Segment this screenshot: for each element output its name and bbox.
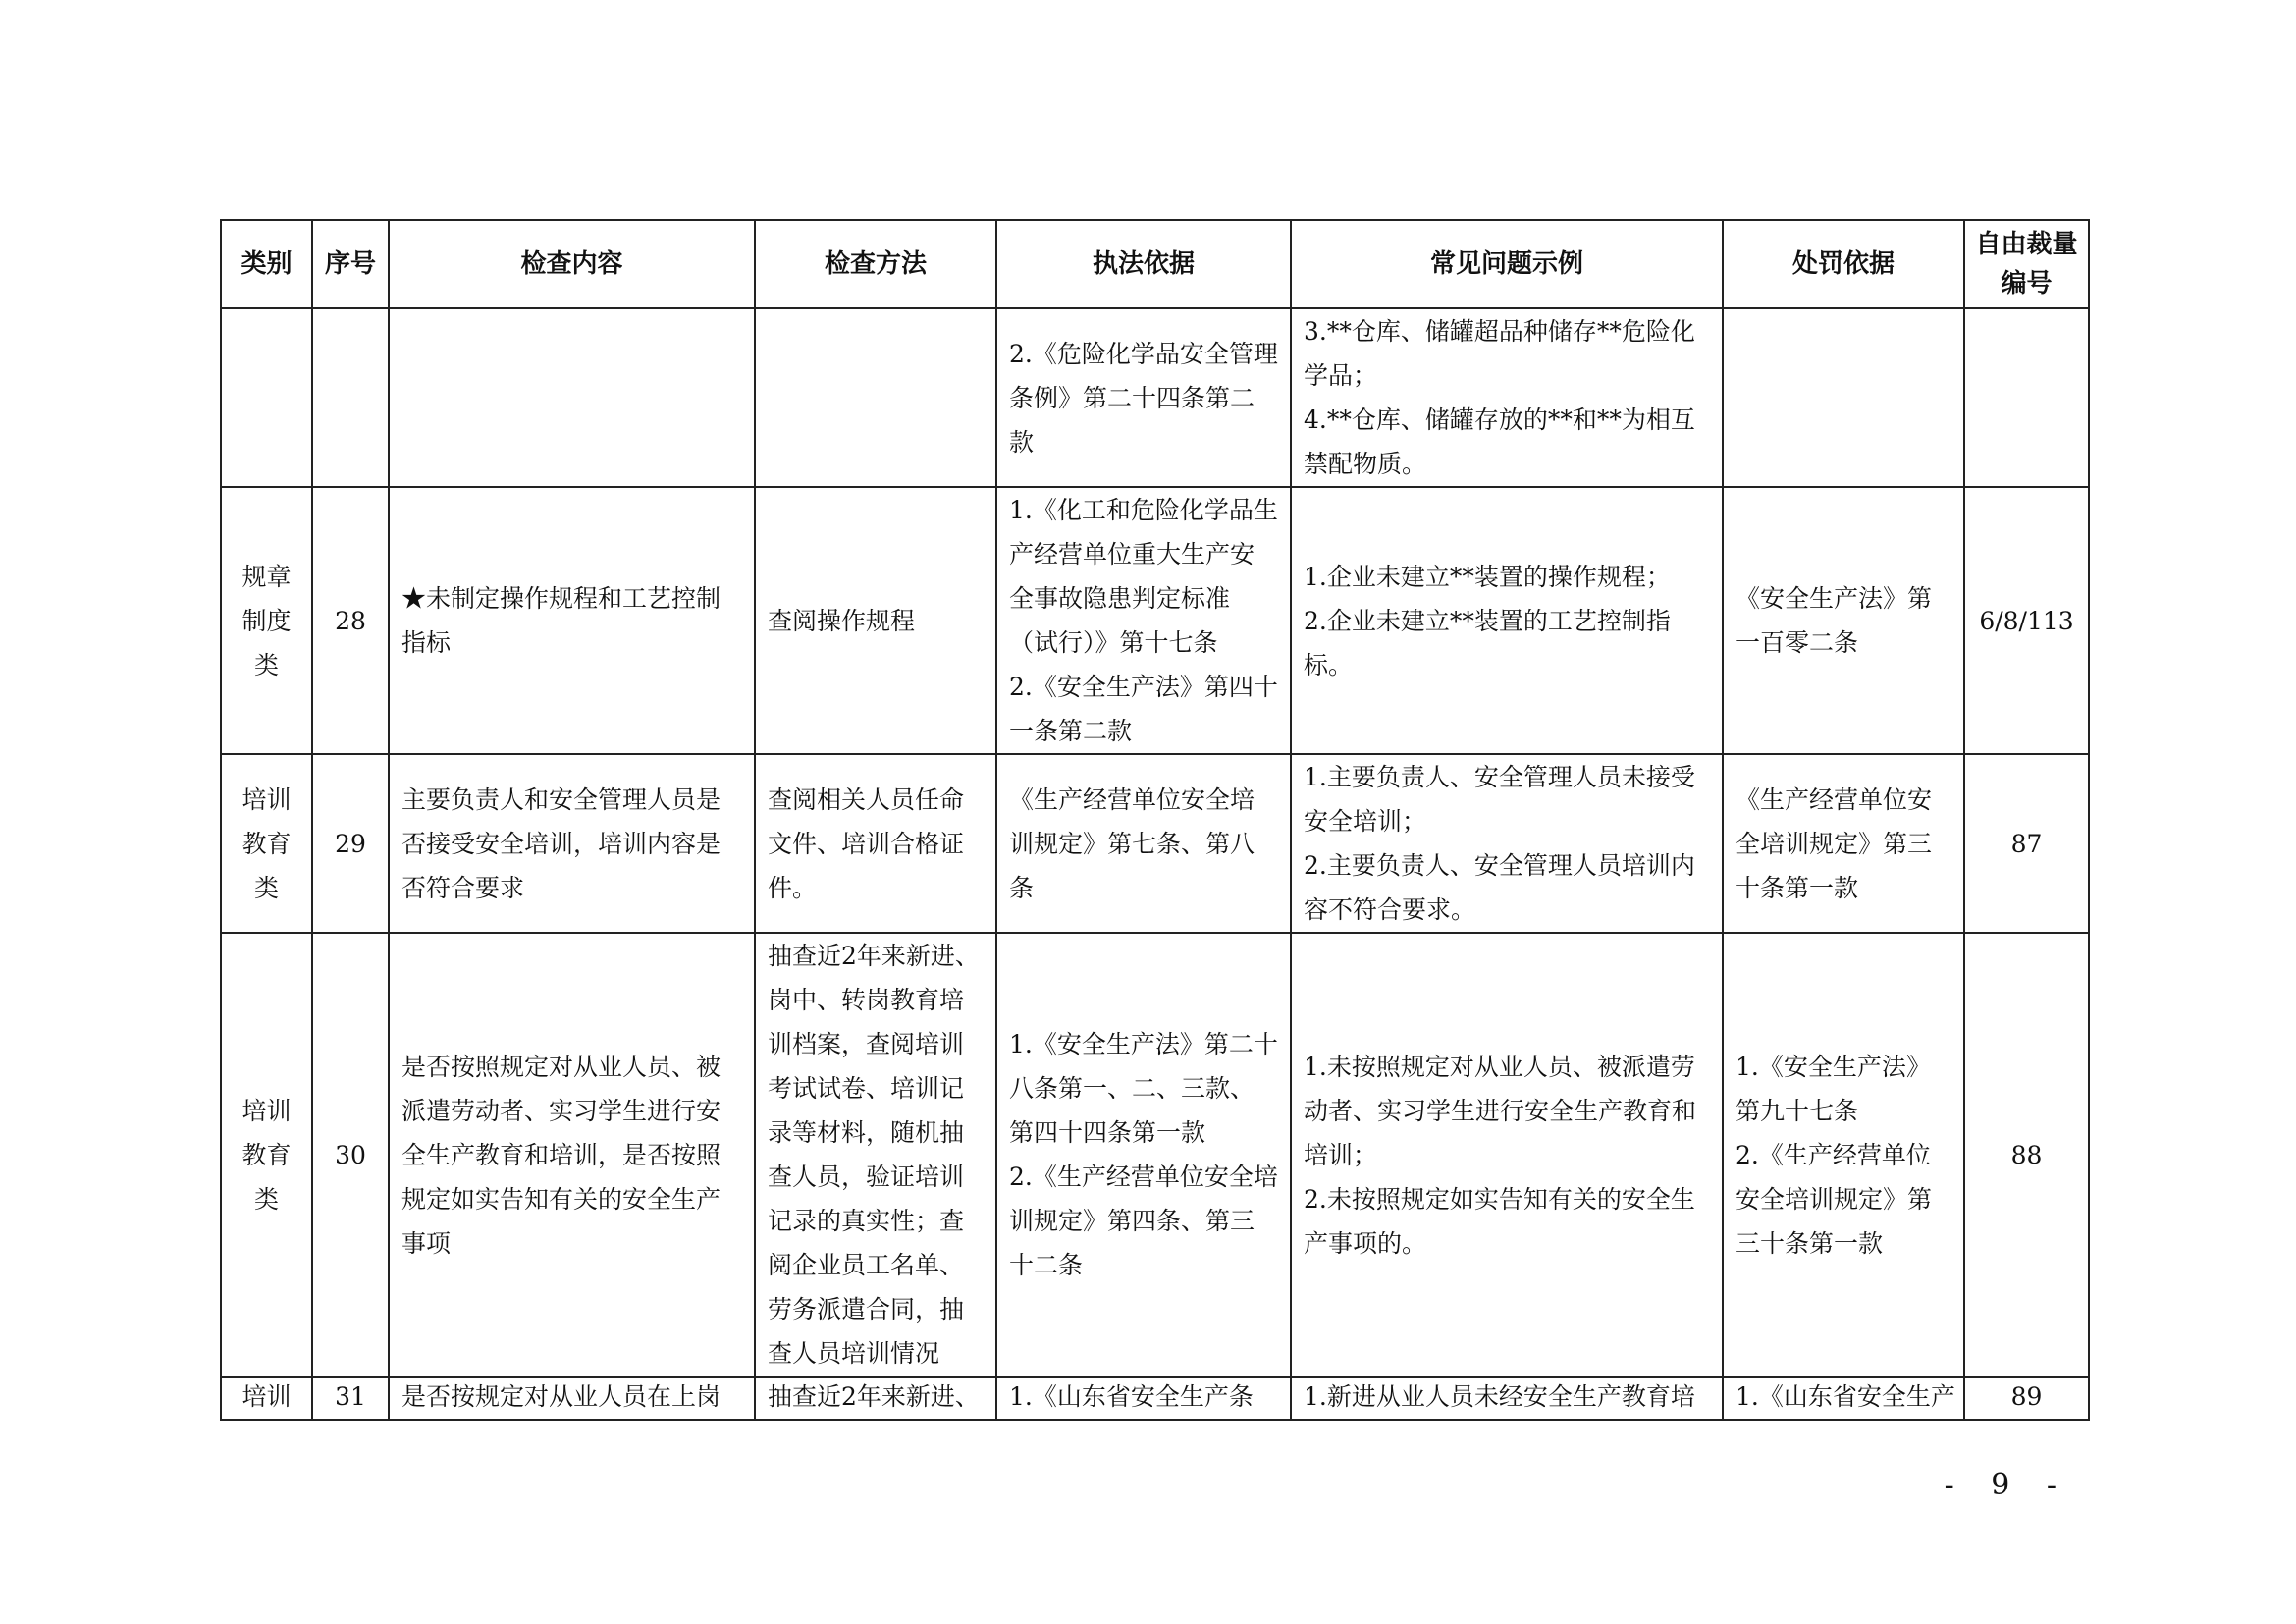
- cell-basis: 《生产经营单位安全培训规定》第七条、第八条: [996, 754, 1291, 933]
- header-penalty: 处罚依据: [1723, 220, 1964, 308]
- header-problems: 常见问题示例: [1291, 220, 1723, 308]
- table-row: [221, 487, 2089, 754]
- cell-category: [221, 308, 312, 487]
- header-code: 自由裁量编号: [1964, 220, 2089, 308]
- cell-code: 89: [1964, 1377, 2089, 1420]
- cell-penalty: 1.《山东省安全生产: [1723, 1377, 1964, 1420]
- table-row: [221, 1377, 2089, 1420]
- cell-method: [755, 308, 996, 487]
- cell-category: 培训教育类: [221, 933, 312, 1377]
- cell-seq: [312, 308, 389, 487]
- cell-penalty: 《生产经营单位安全培训规定》第三十条第一款: [1723, 754, 1964, 933]
- cell-code: 87: [1964, 754, 2089, 933]
- cell-seq: 30: [312, 933, 389, 1377]
- cell-basis: 1.《化工和危险化学品生产经营单位重大生产安全事故隐患判定标准（试行）》第十七条 2.《安全生产法》第四十一条第二款: [996, 487, 1291, 754]
- cell-seq: 31: [312, 1377, 389, 1420]
- page-number: - 9 -: [1944, 1468, 2070, 1502]
- cell-content: 是否按照规定对从业人员、被派遣劳动者、实习学生进行安全生产教育和培训，是否按照规定如实告知有关的安全生产事项: [389, 933, 755, 1377]
- cell-category: 培训: [221, 1377, 312, 1420]
- cell-seq: 28: [312, 487, 389, 754]
- header-content: 检查内容: [389, 220, 755, 308]
- table-header-row: [221, 220, 2089, 308]
- header-method: 检查方法: [755, 220, 996, 308]
- cell-content: 是否按规定对从业人员在上岗: [389, 1377, 755, 1420]
- cell-problems: 1.新进从业人员未经安全生产教育培: [1291, 1377, 1723, 1420]
- header-basis: 执法依据: [996, 220, 1291, 308]
- cell-problems: 1.未按照规定对从业人员、被派遣劳动者、实习学生进行安全生产教育和培训； 2.未按照规定如实告知有关的安全生产事项的。: [1291, 933, 1723, 1377]
- cell-code: [1964, 308, 2089, 487]
- cell-problems: 1.企业未建立**装置的操作规程； 2.企业未建立**装置的工艺控制指标。: [1291, 487, 1723, 754]
- cell-code: 88: [1964, 933, 2089, 1377]
- table-row: [221, 754, 2089, 933]
- cell-basis: 1.《安全生产法》第二十八条第一、二、三款、第四十四条第一款 2.《生产经营单位安全培训规定》第四条、第三十二条: [996, 933, 1291, 1377]
- header-category: 类别: [221, 220, 312, 308]
- cell-penalty: 《安全生产法》第一百零二条: [1723, 487, 1964, 754]
- cell-penalty: [1723, 308, 1964, 487]
- cell-penalty: 1.《安全生产法》第九十七条 2.《生产经营单位安全培训规定》第三十条第一款: [1723, 933, 1964, 1377]
- cell-content: ★未制定操作规程和工艺控制指标: [389, 487, 755, 754]
- cell-method: 抽查近2年来新进、岗中、转岗教育培训档案，查阅培训考试试卷、培训记录等材料，随机抽查人员，验证培训记录的真实性；查阅企业员工名单、劳务派遣合同，抽查人员培训情况: [755, 933, 996, 1377]
- header-seq: 序号: [312, 220, 389, 308]
- cell-seq: 29: [312, 754, 389, 933]
- cell-content: 主要负责人和安全管理人员是否接受安全培训，培训内容是否符合要求: [389, 754, 755, 933]
- cell-problems: 3.**仓库、储罐超品种储存**危险化学品； 4.**仓库、储罐存放的**和**为相互禁配物质。: [1291, 308, 1723, 487]
- cell-code: 6/8/113: [1964, 487, 2089, 754]
- cell-problems: 1.主要负责人、安全管理人员未接受安全培训； 2.主要负责人、安全管理人员培训内容不符合要求。: [1291, 754, 1723, 933]
- cell-category: 培训教育类: [221, 754, 312, 933]
- cell-basis: 2.《危险化学品安全管理条例》第二十四条第二款: [996, 308, 1291, 487]
- cell-basis: 1.《山东省安全生产条: [996, 1377, 1291, 1420]
- cell-category: 规章制度类: [221, 487, 312, 754]
- inspection-table: [220, 219, 2090, 1421]
- table-row: [221, 933, 2089, 1377]
- cell-method: 查阅操作规程: [755, 487, 996, 754]
- cell-content: [389, 308, 755, 487]
- table-row: [221, 308, 2089, 487]
- cell-method: 抽查近2年来新进、: [755, 1377, 996, 1420]
- cell-method: 查阅相关人员任命文件、培训合格证件。: [755, 754, 996, 933]
